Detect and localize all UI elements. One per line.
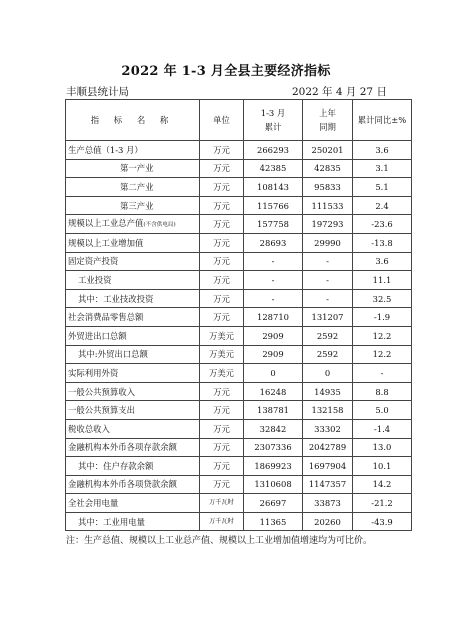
growth-cell: 3.6 [353, 141, 412, 160]
table-row [66, 419, 412, 438]
prior-value-cell: 20260 [303, 512, 353, 531]
table-row [66, 271, 412, 290]
prior-value-cell: 14935 [303, 382, 353, 401]
unit-cell: 万元 [200, 438, 244, 457]
growth-cell: 14.2 [353, 475, 412, 494]
table-row [66, 438, 412, 457]
current-value-cell: - [244, 271, 303, 290]
header-growth: 累计同比±% [353, 100, 412, 141]
table-row [66, 159, 412, 178]
table-row [66, 494, 412, 513]
prior-value-cell: 0 [303, 364, 353, 383]
prior-value-cell: 131207 [303, 308, 353, 327]
growth-cell: 11.1 [353, 271, 412, 290]
unit-cell: 万元 [200, 289, 244, 308]
header-prior-period [303, 100, 353, 141]
unit-cell: 万元 [200, 475, 244, 494]
economic-indicators-table [65, 99, 412, 531]
growth-cell: 32.5 [353, 289, 412, 308]
current-value-cell: 0 [244, 364, 303, 383]
growth-cell: 2.4 [353, 196, 412, 215]
prior-value-cell: - [303, 271, 353, 290]
issuing-agency: 丰顺县统计局 [66, 86, 129, 98]
indicator-name-text: 第三产业 [120, 200, 154, 211]
growth-cell: 5.1 [353, 178, 412, 197]
table-row [66, 141, 412, 160]
indicator-note: (不含供电局) [143, 222, 176, 229]
prior-value-cell: 1697904 [303, 457, 353, 476]
unit-cell: 万元 [200, 252, 244, 271]
current-value-cell: 138781 [244, 401, 303, 420]
table-row [66, 364, 412, 383]
growth-cell: -1.9 [353, 308, 412, 327]
indicator-name [66, 382, 200, 401]
table-row [66, 345, 412, 364]
prior-value-cell: 132158 [303, 401, 353, 420]
prior-value-cell: 2592 [303, 326, 353, 345]
unit-cell: 万元 [200, 141, 244, 160]
indicator-name [66, 178, 200, 197]
indicator-name [66, 215, 200, 234]
current-value-cell: 32842 [244, 419, 303, 438]
header-indicator: 指 标 名 称 [66, 100, 200, 141]
indicator-name [66, 196, 200, 215]
indicator-name [66, 512, 200, 531]
indicator-name-text: 其中：工业用电量 [78, 516, 145, 527]
indicator-name-text: 税收总收入 [68, 423, 110, 434]
growth-cell: 8.8 [353, 382, 412, 401]
header-current-period [244, 100, 303, 141]
footnote: 注：生产总值、规模以上工业总产值、规模以上工业增加值增速均为可比价。 [66, 536, 373, 546]
growth-cell: 5.0 [353, 401, 412, 420]
indicator-name [66, 419, 200, 438]
growth-cell: -23.6 [353, 215, 412, 234]
indicator-name [66, 364, 200, 383]
table-row [66, 512, 412, 531]
unit-cell: 万千瓦时 [200, 512, 244, 531]
indicator-name [66, 233, 200, 252]
current-value-cell: 1869923 [244, 457, 303, 476]
indicator-name [66, 289, 200, 308]
current-value-cell: - [244, 252, 303, 271]
current-value-cell: 28693 [244, 233, 303, 252]
indicator-name [66, 475, 200, 494]
current-value-cell: - [244, 289, 303, 308]
table-row [66, 289, 412, 308]
prior-value-cell: - [303, 252, 353, 271]
growth-cell: -43.9 [353, 512, 412, 531]
unit-cell: 万元 [200, 401, 244, 420]
indicator-name [66, 494, 200, 513]
indicator-name [66, 308, 200, 327]
table-row [66, 382, 412, 401]
prior-value-cell: 42835 [303, 159, 353, 178]
unit-cell: 万千瓦时 [200, 494, 244, 513]
indicator-name-text: 金融机构本外币各项贷款余额 [68, 479, 177, 490]
current-value-cell: 42385 [244, 159, 303, 178]
indicator-name-text: 规模以上工业总产值 [68, 218, 144, 229]
prior-value-cell: 33873 [303, 494, 353, 513]
indicator-name-text: 实际利用外资 [68, 367, 119, 378]
table-row [66, 233, 412, 252]
indicator-name-text: 第一产业 [120, 163, 154, 174]
indicator-name-text: 生产总值（1-3 月） [68, 144, 143, 155]
indicator-name-text: 社会消费品零售总额 [68, 312, 144, 323]
current-value-cell: 1310608 [244, 475, 303, 494]
table-row [66, 457, 412, 476]
indicator-name [66, 326, 200, 345]
indicator-name-text: 其中：工业技改投资 [78, 293, 154, 304]
indicator-name-text: 规模以上工业增加值 [68, 237, 144, 248]
indicator-name-text: 其中：住户存款余额 [78, 460, 154, 471]
unit-cell: 万元 [200, 457, 244, 476]
indicator-name [66, 345, 200, 364]
table-header-row [66, 100, 412, 141]
current-value-cell: 128710 [244, 308, 303, 327]
header-prior-line2: 同期 [319, 122, 336, 132]
indicator-name [66, 271, 200, 290]
growth-cell: - [353, 364, 412, 383]
current-value-cell: 2909 [244, 326, 303, 345]
growth-cell: 3.6 [353, 252, 412, 271]
indicator-name-text: 一般公共预算支出 [68, 405, 135, 416]
prior-value-cell: 29990 [303, 233, 353, 252]
growth-cell: 13.0 [353, 438, 412, 457]
release-date: 2022 年 4 月 27 日 [292, 86, 387, 98]
current-value-cell: 115766 [244, 196, 303, 215]
prior-value-cell: 1147357 [303, 475, 353, 494]
table-row [66, 252, 412, 271]
indicator-name-text: 外贸进出口总额 [68, 330, 127, 341]
indicator-name-text: 工业投资 [78, 274, 112, 285]
table-row [66, 308, 412, 327]
indicator-name-text: 第二产业 [120, 181, 154, 192]
prior-value-cell: 95833 [303, 178, 353, 197]
prior-value-cell: 111533 [303, 196, 353, 215]
indicator-name [66, 438, 200, 457]
indicator-name [66, 159, 200, 178]
growth-cell: 12.2 [353, 345, 412, 364]
indicator-name [66, 401, 200, 420]
unit-cell: 万元 [200, 308, 244, 327]
prior-value-cell: 250201 [303, 141, 353, 160]
table-row [66, 401, 412, 420]
table-row [66, 196, 412, 215]
growth-cell: 12.2 [353, 326, 412, 345]
unit-cell: 万元 [200, 419, 244, 438]
current-value-cell: 108143 [244, 178, 303, 197]
header-prior-line1: 上年 [319, 108, 336, 118]
growth-cell: -21.2 [353, 494, 412, 513]
unit-cell: 万元 [200, 178, 244, 197]
indicator-name [66, 141, 200, 160]
table-row [66, 178, 412, 197]
current-value-cell: 11365 [244, 512, 303, 531]
growth-cell: -13.8 [353, 233, 412, 252]
current-value-cell: 157758 [244, 215, 303, 234]
document-title: 2022 年 1-3 月全县主要经济指标 [121, 64, 331, 79]
growth-cell: 3.1 [353, 159, 412, 178]
current-value-cell: 16248 [244, 382, 303, 401]
table-body [66, 141, 412, 531]
growth-cell: -1.4 [353, 419, 412, 438]
indicator-name-text: 一般公共预算收入 [68, 386, 135, 397]
indicator-name-text: 固定资产投资 [68, 256, 119, 267]
unit-cell: 万元 [200, 233, 244, 252]
header-current-line1: 1-3 月 [260, 108, 286, 118]
current-value-cell: 2307336 [244, 438, 303, 457]
current-value-cell: 2909 [244, 345, 303, 364]
growth-cell: 10.1 [353, 457, 412, 476]
unit-cell: 万元 [200, 382, 244, 401]
prior-value-cell: - [303, 289, 353, 308]
unit-cell: 万美元 [200, 345, 244, 364]
prior-value-cell: 2042789 [303, 438, 353, 457]
unit-cell: 万美元 [200, 326, 244, 345]
unit-cell: 万美元 [200, 364, 244, 383]
header-current-line2: 累计 [264, 122, 282, 132]
current-value-cell: 26697 [244, 494, 303, 513]
prior-value-cell: 2592 [303, 345, 353, 364]
indicator-name-text: 其中:外贸出口总额 [78, 349, 148, 360]
prior-value-cell: 197293 [303, 215, 353, 234]
unit-cell: 万元 [200, 271, 244, 290]
header-unit: 单位 [200, 100, 244, 141]
table-row [66, 326, 412, 345]
prior-value-cell: 33302 [303, 419, 353, 438]
table-row [66, 215, 412, 234]
unit-cell: 万元 [200, 159, 244, 178]
current-value-cell: 266293 [244, 141, 303, 160]
indicator-name [66, 457, 200, 476]
unit-cell: 万元 [200, 215, 244, 234]
indicator-name-text: 全社会用电量 [68, 498, 119, 509]
table-row [66, 475, 412, 494]
indicator-name-text: 金融机构本外币各项存款余额 [68, 442, 177, 453]
indicator-name [66, 252, 200, 271]
unit-cell: 万元 [200, 196, 244, 215]
